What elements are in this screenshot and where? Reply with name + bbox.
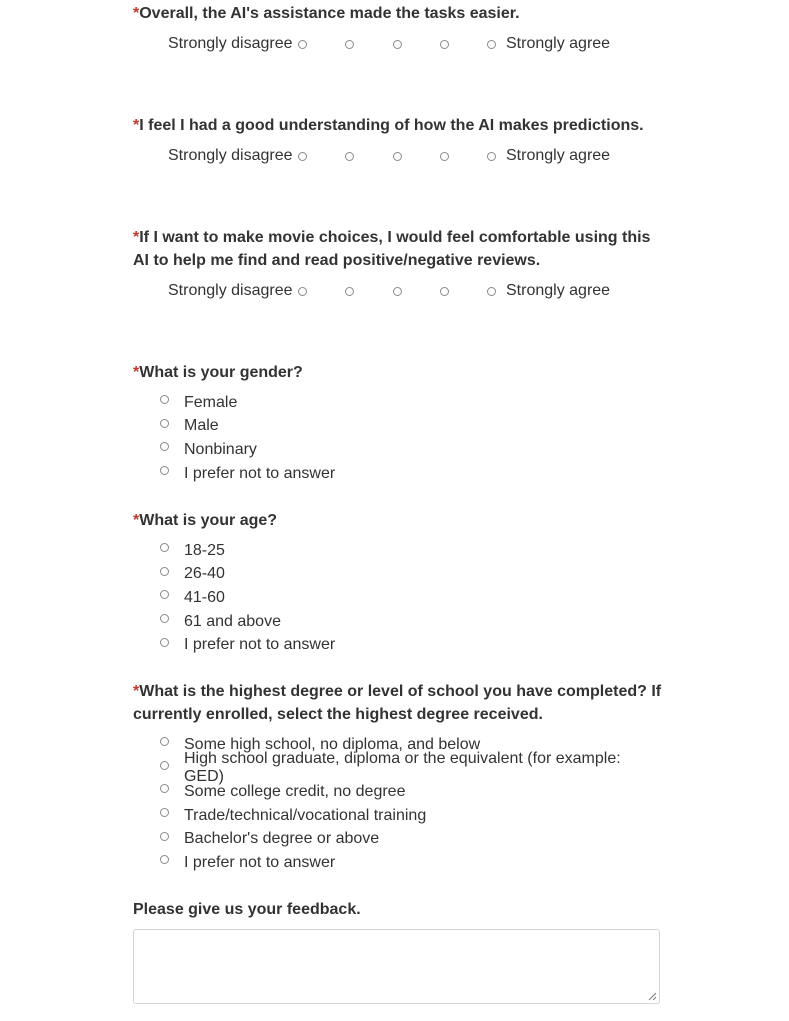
scale-radio-2[interactable] [345,287,354,296]
gender-option[interactable] [160,462,663,486]
scale-radio-4[interactable] [440,287,449,296]
question-text: I feel I had a good understanding of how the AI makes predictions. [139,117,644,134]
question-title [133,226,663,272]
scale-radio-2[interactable] [345,152,354,161]
scale-radio-4[interactable] [440,152,449,161]
radio-button[interactable] [160,737,169,746]
question-title: Please give us your feedback. [133,901,361,918]
option-label: Some high school, no diploma, and below [184,735,481,753]
scale-radio-5[interactable] [487,40,496,49]
likert-question-ai-comfortable [133,226,663,303]
scale-options [298,152,496,161]
option-label: Bachelor's degree or above [184,830,380,848]
scale-left-anchor: Strongly disagree [168,282,293,299]
question-title [133,361,663,384]
education-option[interactable] [160,827,663,851]
question-text: What is your gender? [139,364,303,381]
education-option[interactable] [160,750,663,786]
scale-radio-2[interactable] [345,40,354,49]
option-label: Female [184,393,238,411]
scale-radio-1[interactable] [298,152,307,161]
option-label: 18-25 [184,541,225,559]
scale-radio-5[interactable] [487,152,496,161]
question-title [133,509,663,532]
scale-radio-3[interactable] [393,152,402,161]
age-option[interactable] [160,563,663,587]
question-title [133,680,663,726]
age-option[interactable] [160,539,663,563]
option-label: I prefer not to answer [184,464,336,482]
radio-button[interactable] [160,395,169,404]
question-age [133,509,663,657]
age-options [133,539,663,657]
required-marker: * [133,683,140,700]
option-label: Some college credit, no degree [184,782,406,800]
scale-right-anchor: Strongly agree [506,282,611,299]
radio-button[interactable] [160,419,169,428]
gender-option[interactable] [160,391,663,415]
radio-button[interactable] [160,855,169,864]
option-label: I prefer not to answer [184,636,336,654]
question-feedback [133,898,663,1004]
question-text: What is your age? [139,512,278,529]
likert-scale [133,144,663,168]
question-education [133,680,663,875]
scale-radio-1[interactable] [298,40,307,49]
likert-scale [133,32,663,56]
option-label: 26-40 [184,565,225,583]
likert-question-ai-easier [133,2,663,56]
gender-options [133,391,663,485]
radio-button[interactable] [160,761,169,770]
radio-button[interactable] [160,543,169,552]
question-title [133,2,663,25]
scale-left-anchor: Strongly disagree [168,147,293,164]
option-label: 61 and above [184,612,281,630]
feedback-textarea[interactable] [133,929,660,1004]
question-title [133,114,663,137]
option-label: I prefer not to answer [184,853,336,871]
question-text: If I want to make movie choices, I would feel comfortable using this AI to help me find and read positive/negative reviews. [133,229,651,269]
radio-button[interactable] [160,808,169,817]
required-marker: * [133,512,140,529]
resize-grip-icon[interactable] [648,992,657,1001]
radio-button[interactable] [160,442,169,451]
scale-radio-1[interactable] [298,287,307,296]
radio-button[interactable] [160,832,169,841]
radio-button[interactable] [160,614,169,623]
option-label: Male [184,417,219,435]
radio-button[interactable] [160,638,169,647]
education-options [133,733,663,875]
radio-button[interactable] [160,784,169,793]
radio-button[interactable] [160,466,169,475]
question-text: What is the highest degree or level of school you have completed? If currently enrolled, select the highest degree received. [133,683,662,723]
scale-radio-5[interactable] [487,287,496,296]
education-option[interactable] [160,804,663,828]
option-label: Nonbinary [184,440,257,458]
gender-option[interactable] [160,438,663,462]
question-text: Overall, the AI's assistance made the tasks easier. [139,5,520,22]
age-option[interactable] [160,633,663,657]
option-label: 41-60 [184,588,225,606]
radio-button[interactable] [160,590,169,599]
likert-scale [133,279,663,303]
required-marker: * [133,5,140,22]
scale-options [298,287,496,296]
scale-right-anchor: Strongly agree [506,147,611,164]
scale-right-anchor: Strongly agree [506,35,611,52]
scale-options [298,40,496,49]
question-gender [133,361,663,485]
option-label: Trade/technical/vocational training [184,806,427,824]
option-label: High school graduate, diploma or the equivalent (for example: GED) [183,750,621,786]
scale-left-anchor: Strongly disagree [168,35,293,52]
likert-question-ai-understanding [133,114,663,168]
education-option[interactable] [160,851,663,875]
age-option[interactable] [160,610,663,634]
gender-option[interactable] [160,415,663,439]
scale-radio-3[interactable] [393,287,402,296]
required-marker: * [133,229,140,246]
scale-radio-3[interactable] [393,40,402,49]
scale-radio-4[interactable] [440,40,449,49]
required-marker: * [133,364,140,381]
radio-button[interactable] [160,567,169,576]
required-marker: * [133,117,140,134]
age-option[interactable] [160,586,663,610]
